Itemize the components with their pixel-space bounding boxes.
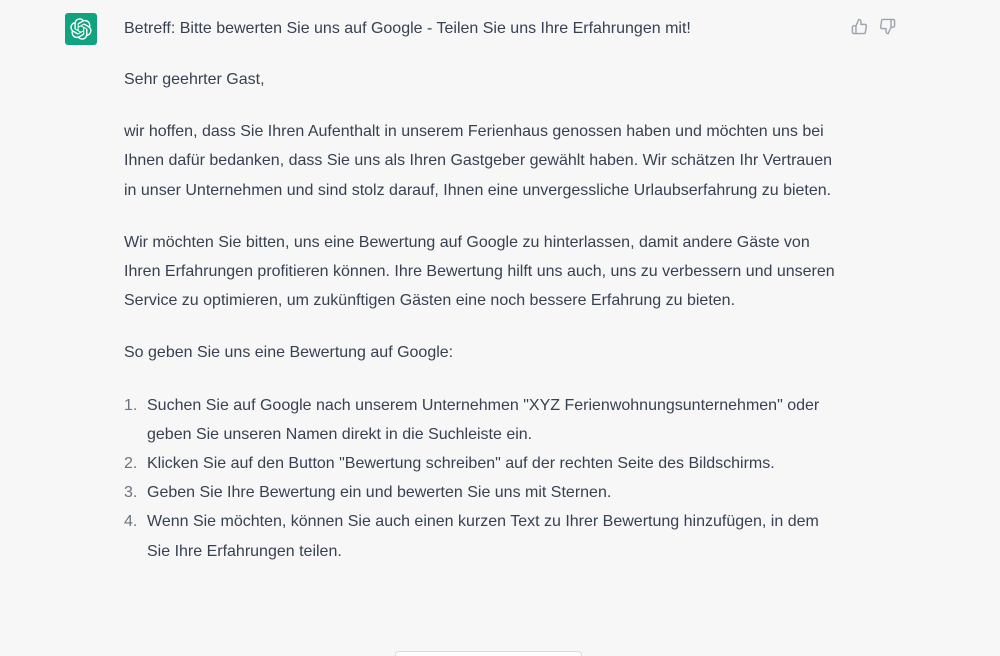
list-item (124, 449, 839, 478)
list-item-number: 1. (124, 396, 138, 414)
message-content (124, 17, 839, 566)
thumbs-down-button[interactable] (877, 16, 897, 36)
list-item (124, 391, 839, 449)
email-paragraph-2: Wir möchten Sie bitten, uns eine Bewertung auf Google zu hinterlassen, damit andere Gäste von Ihren Erfahrungen profitieren können. Ihre Bewertung hilft uns auch, uns zu verbessern und unseren Service zu optimieren, um zukünftigen Gästen eine noch bessere Erfahrung zu bieten. (124, 233, 835, 310)
email-subject: Betreff: Bitte bewerten Sie uns auf Google - Teilen Sie uns Ihre Erfahrungen mit! (124, 20, 691, 37)
thumbs-down-icon (879, 18, 896, 35)
thumbs-up-button[interactable] (849, 16, 869, 36)
regenerate-button-edge[interactable] (395, 651, 582, 656)
steps-list (124, 391, 839, 566)
list-item-number: 2. (124, 455, 138, 473)
openai-logo-icon (65, 13, 97, 45)
email-paragraph-3: So geben Sie uns eine Bewertung auf Google: (124, 344, 454, 362)
list-item-text: Geben Sie Ihre Bewertung ein und bewerten Sie uns mit Sternen. (147, 484, 612, 502)
email-greeting: Sehr geehrter Gast, (124, 71, 265, 88)
feedback-buttons (849, 16, 897, 36)
list-item-text: Klicken Sie auf den Button "Bewertung schreiben" auf der rechten Seite des Bildschirms. (147, 455, 775, 473)
list-item (124, 507, 839, 565)
thumbs-up-icon (851, 18, 868, 35)
list-item-text: Wenn Sie möchten, können Sie auch einen kurzen Text zu Ihrer Bewertung hinzufügen, in dem Sie Ihre Erfahrungen teilen. (147, 513, 819, 560)
list-item-number: 4. (124, 513, 138, 531)
list-item (124, 478, 839, 507)
email-paragraph-1: wir hoffen, dass Sie Ihren Aufenthalt in unserem Ferienhaus genossen haben und möchten uns bei Ihnen dafür bedanken, dass Sie uns als Ihren Gastgeber gewählt haben. Wir schätzen Ihr Vertrauen in unser Unternehmen und sind stolz darauf, Ihnen eine unvergessliche Urlaubserfahrung zu bieten. (124, 123, 832, 199)
list-item-number: 3. (124, 484, 138, 502)
list-item-text: Suchen Sie auf Google nach unserem Unternehmen "XYZ Ferienwohnungsunternehmen" oder geben Sie unseren Namen direkt in die Suchleiste ein. (147, 396, 820, 443)
